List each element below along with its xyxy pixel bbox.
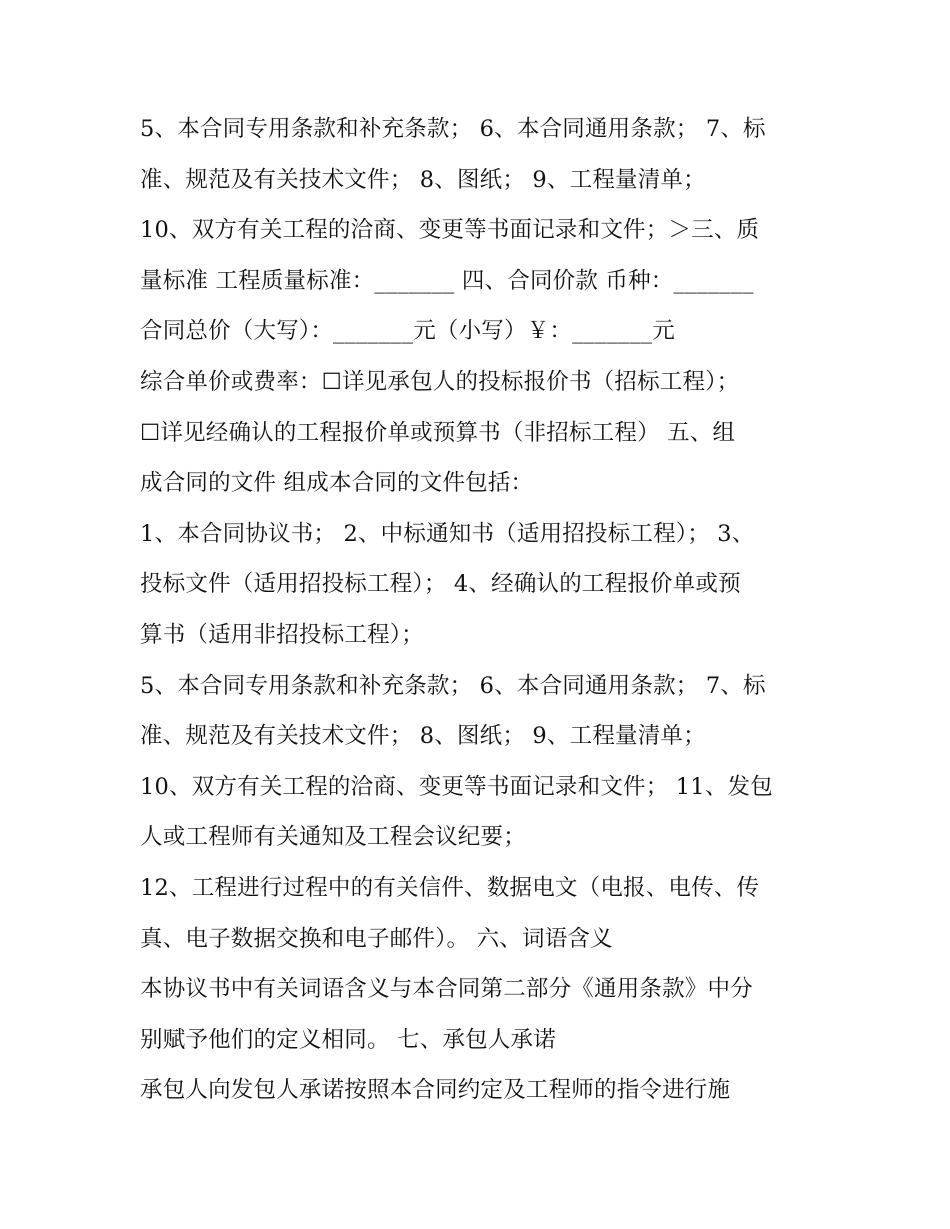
text-line: 成合同的文件 组成本合同的文件包括： xyxy=(140,470,534,497)
text-line: 5、本合同专用条款和补充条款； 6、本合同通用条款； 7、标 xyxy=(140,116,766,142)
text-line: 量标准 工程质量标准：_______ 四、合同价款 币种：_______ xyxy=(140,267,754,294)
text-line: 准、规范及有关技术文件； 8、图纸； 9、工程量清单； xyxy=(140,166,706,193)
contract-text-body xyxy=(140,104,820,1116)
text-line: 10、双方有关工程的洽商、变更等书面记录和文件； 11、发包 xyxy=(140,773,773,800)
text-line: 12、工程进行过程中的有关信件、数据电文（电报、电传、传 xyxy=(140,874,760,901)
text-line: 准、规范及有关技术文件； 8、图纸； 9、工程量清单； xyxy=(140,723,706,750)
text-line: 承包人向发包人承诺按照本合同约定及工程师的指令进行施 xyxy=(140,1077,731,1104)
text-line: 算书（适用非招投标工程）； xyxy=(140,621,424,648)
text-line: 1、本合同协议书； 2、中标通知书（适用招投标工程）； 3、 xyxy=(140,520,755,547)
text-line: 投标文件（适用招投标工程）； 4、经确认的工程报价单或预 xyxy=(140,571,741,598)
text-line: 5、本合同专用条款和补充条款； 6、本合同通用条款； 7、标 xyxy=(140,672,766,699)
text-line: 综合单价或费率：☐详见承包人的投标报价书（招标工程）； xyxy=(140,368,740,395)
text-line: ☐详见经确认的工程报价单或预算书（非招标工程） 五、组 xyxy=(140,419,736,446)
text-line: 人或工程师有关通知及工程会议纪要； xyxy=(140,824,526,851)
text-line: 本协议书中有关词语含义与本合同第二部分《通用条款》中分 xyxy=(140,976,753,1003)
text-line: 别赋予他们的定义相同。 七、承包人承诺 xyxy=(140,1026,556,1053)
text-line: 真、电子数据交换和电子邮件）。 六、词语含义 xyxy=(140,925,613,952)
text-line: 合同总价（大写）：_______元（小写）￥：_______元 xyxy=(140,318,675,345)
text-line: 10、双方有关工程的洽商、变更等书面记录和文件；＞三、质 xyxy=(140,217,760,244)
